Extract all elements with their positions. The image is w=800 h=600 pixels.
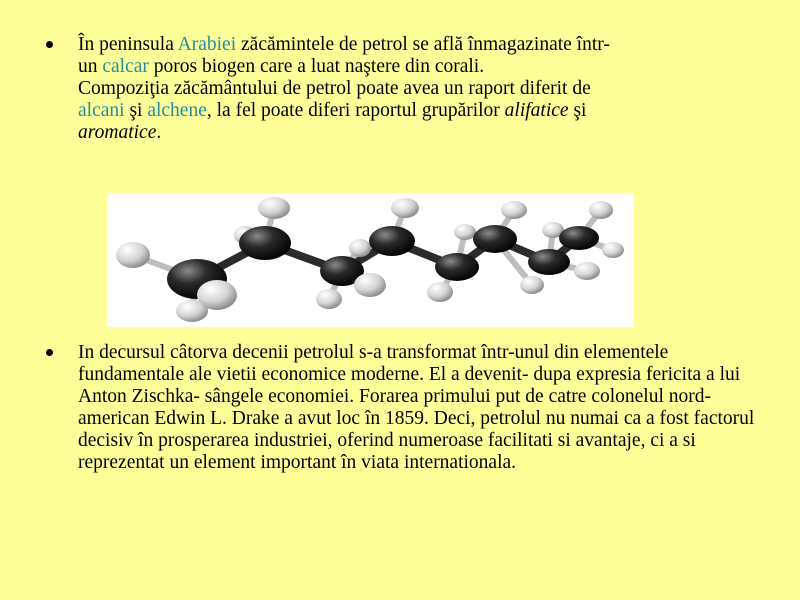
italic-alifatice: alifatice — [504, 100, 569, 121]
bullet-dot — [46, 41, 53, 48]
bullet-dot — [46, 349, 53, 356]
keyword-alchene: alchene — [147, 100, 207, 121]
molecule-illustration — [107, 193, 634, 327]
keyword-calcar: calcar — [102, 56, 149, 77]
bullet-item-2 — [44, 342, 764, 474]
bullet-item-1 — [44, 34, 764, 144]
keyword-arabiei: Arabiei — [177, 34, 237, 55]
keyword-alcani: alcani — [78, 100, 125, 121]
bullet-text-1: În peninsula Arabiei zăcămintele de petrol se află înmagazinate într- un calcar poros biogen care a luat naştere din corali. Compoziţia zăcământului de petrol poate avea un raport diferit de alcani şi alchene, la fel poate diferi raportul grupărilor alifatice şi aromatice. — [78, 34, 610, 143]
bullet-text-2: In decursul câtorva decenii petrolul s-a transformat într-unul din elementele fundamentale ale vietii economice moderne. El a devenit- dupa expresia fericita a lui Anton Zischka- sângele economiei. Forarea primului put de catre colonelul nord- american Edwin L. Drake a avut loc în 1859. Deci, petrolul nu numai ca a fost factorul decisiv în prosperarea industriei, oferind numeroase facilitati si avantaje, ci a si reprezentat un element important în viata internationala. — [78, 342, 755, 473]
italic-aromatice: aromatice — [78, 122, 157, 143]
molecule-image — [107, 193, 634, 327]
